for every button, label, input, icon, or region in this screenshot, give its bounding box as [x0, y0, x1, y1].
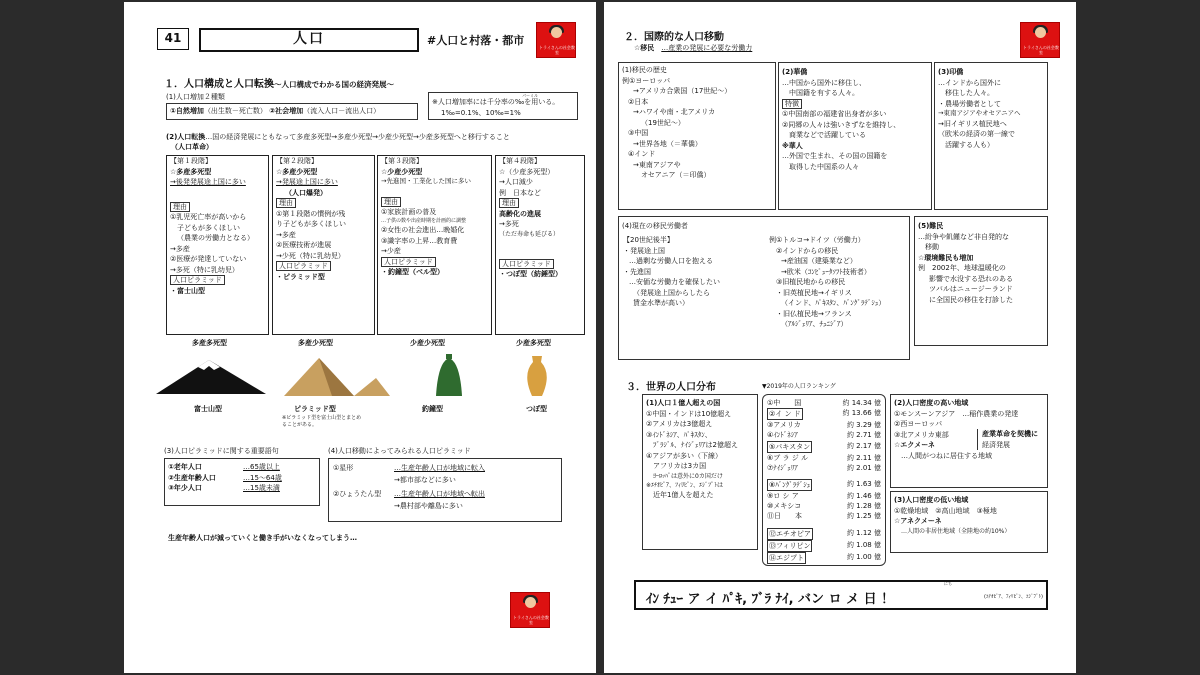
shape-name-pyramid: ピラミッド型	[294, 405, 336, 413]
refugee-box: (5)難民 …紛争や飢饉など非自発的な 移動 ☆環境難民も増加 例 2002年、地球温暖化の 影響で水没する恐れのある ツバルはニュージーランド に全国民の移住を打診した	[914, 216, 1048, 346]
ranking-row	[767, 398, 881, 408]
pyramid-icon	[284, 358, 390, 396]
hashtag: #人口と村落・都市	[427, 34, 525, 47]
section2-heading: ２．国際的な人口移動	[624, 32, 724, 43]
ranking-value: 約 1.12 億	[846, 528, 881, 537]
ranking-country: ④ｲﾝﾄﾞﾈｼｱ	[767, 431, 798, 440]
permil-note-box: パーミル ※人口増加率には千分率の‰を用いる。 1‰=0.1%、10‰=1%	[428, 92, 578, 120]
section3-heading: ３．世界の人口分布	[626, 382, 716, 393]
bell-icon	[436, 354, 462, 396]
ranking-row	[767, 420, 881, 430]
caption-stage-2: 多産少死型	[298, 339, 333, 347]
growth-types-box: ①自然増加（出生数－死亡数） ②社会増加（流入人口－流出人口）	[166, 103, 418, 120]
ranking-value: 約 1.28 億	[846, 502, 881, 511]
migration-pyramid-box: ①星形 …生産年齢人口が地域に転入 →都市部などに多い ②ひょうたん型 …生産年齢人口が地域へ転出 →農村部や離島に多い	[328, 458, 562, 522]
population-revolution: （人口革命）	[171, 143, 213, 151]
industrial-bracket: 産業革命を契機に 経済発展	[977, 429, 1038, 450]
ranking-country: ⑪日 本	[767, 512, 802, 521]
brand-logo-p2: トライさんの社会教室	[1020, 22, 1060, 58]
shape-name-urn: つぼ型	[526, 405, 547, 413]
ranking-value: 約 3.29 億	[846, 421, 881, 430]
footer-note: 生産年齢人口が減っていくと働き手がいなくなってしまう…	[168, 534, 357, 542]
ranking-row	[767, 441, 881, 453]
ranking-value: 約 1.25 億	[846, 512, 881, 521]
pyramid-note: ※ピラミッド型を富士山型とまとめることがある。	[282, 415, 362, 428]
transition-line: (2)人口転換…国の経済発展にともなって多産多死型→多産少死型→少産少死型→少産多死型へと移行すること	[166, 133, 510, 141]
ranking-country: ⑫エチオピア	[767, 528, 813, 540]
page-title: 人口	[199, 28, 419, 52]
ranking-caption: ▼2019年の人口ランキング	[762, 383, 836, 390]
ranking-row	[767, 540, 881, 552]
mt-fuji-icon	[156, 360, 266, 394]
ranking-country: ①中 国	[767, 399, 802, 407]
ranking-country: ③アメリカ	[767, 421, 801, 430]
inkyo-box: (3)印僑 …インドから国外に 移住した人々。 ・農場労働者として →東南アジアやオセアニアへ →旧イギリス植民地へ （欧米の経済の第一線で 活躍する人も）	[934, 62, 1048, 210]
urn-icon	[527, 356, 547, 396]
worksheet-page-2	[604, 2, 1076, 673]
current-migrants-box: (4)現在の移民労働者 【20世紀後半】 ・発展途上国 …過剰な労働人口を抱える ・先進国 …安価な労働力を確保したい （発展途上国からしたら 賃金水準が高い） 例①トルコ→ドイツ（労働力） ②インドからの移民 →産油国（建築業など） →欧米（ｺﾝﾋﾟｭｰﾀｿﾌﾄ技術者） ③旧植民地からの移民 ・旧英植民地→イギリス （インド、ﾊﾟｷｽﾀﾝ、ﾊﾞﾝｸﾞﾗﾃﾞｼｭ） ・旧仏植民地→フランス （ｱﾙｼﾞｪﾘｱ、ﾁｭﾆｼﾞｱ）	[618, 216, 910, 360]
stage-3-box: 【第３段階】 ☆少産少死型 →先進国・工業化した国に多い 理由 ①家族計画の普及 …子供の数や出産時期を計画的に調整 ②女性の社会進出…晩婚化 ③識字率の上昇…教育費 →少産 人口ピラミッド ・釣鐘型（ベル型）	[377, 155, 492, 335]
caption-stage-4: 少産多死型	[516, 339, 551, 347]
low-density-box: (3)人口密度の低い地域 ①乾燥地域 ②高山地域 ③極地 ☆アネクメーネ …人間の非居住地域（全陸地の約10%）	[890, 491, 1048, 553]
worksheet-page-1	[124, 2, 596, 673]
brand-logo: トライさんの社会教室	[536, 22, 576, 58]
ranking-country: ②イ ン ド	[767, 408, 803, 420]
ranking-row	[767, 511, 881, 521]
migration-pyramid-label: (4)人口移動によってみられる人口ピラミッド	[328, 447, 471, 455]
ranking-row	[767, 463, 881, 473]
ranking-country: ⑧ﾊﾞﾝｸﾞﾗﾃﾞｼｭ	[767, 479, 812, 491]
current-migrants-left: 【20世紀後半】 ・発展途上国 …過剰な労働人口を抱える ・先進国 …安価な労働力を確保したい （発展途上国からしたら 賃金水準が高い）	[623, 236, 720, 307]
ranking-value: 約 2.71 億	[846, 431, 881, 440]
migration-history-box: (1)移民の歴史 例①ヨーロッパ →アメリカ合衆国（17世紀～） ②日本 →ハワイや南・北アメリカ （19世紀～） ③中国 →世界各地（＝華僑） ④インド →東南アジアや オセアニア（＝印僑）	[618, 62, 776, 210]
terms-box: ①老年人口 ②生産年齢人口 ③年少人口 …65歳以上 …15～64歳 …15歳未満	[164, 458, 320, 506]
brand-logo-bottom: トライさんの社会教室	[510, 592, 550, 628]
ranking-value: 約 1.46 億	[846, 492, 881, 501]
ranking-row	[767, 491, 881, 501]
ranking-country: ⑤パキスタン	[767, 441, 812, 453]
mnemonic-text: ｲﾝ ﾁｭｰ ア イ ﾊﾟｷ, ﾌﾞﾗ ﾅｲ, バン ロ メ 日 ！	[646, 592, 895, 607]
growth-types-label: (1)人口増加２種類	[166, 93, 225, 101]
stage-2-box: 【第２段階】 ☆多産少死型 →発展途上国に多い （人口爆発） 理由 ①第１段階の慣例が残 り子どもが多くほしい →多産 ②医療技術が進展 →少死（特に乳幼児） 人口ピラミッド ・ピラミッド型	[272, 155, 375, 335]
mnemonic-note: (ｴﾁｵﾋﾟｱ、ﾌｨﾘﾋﾟﾝ、ｴｼﾞﾌﾟﾄ)	[984, 594, 1043, 600]
ranking-value: 約 1.08 億	[846, 540, 881, 549]
ranking-country: ⑭エジプト	[767, 552, 806, 564]
ranking-row	[767, 528, 881, 540]
ranking-row	[767, 552, 881, 564]
ranking-country: ⑥ブ ラ ジ ル	[767, 453, 808, 462]
section1-heading: １．人口構成と人口転換～人口構成でわかる国の経済発展～	[164, 79, 394, 90]
stage-1-box: 【第１段階】 ☆多産多死型 →後発発展途上国に多い 理由 ①乳児死亡率が高いから 子どもが多くほしい （農業の労働力となる） →多産 ②医療が発達していない →多死（特に乳幼児） 人口ピラミッド ・富士山型	[166, 155, 269, 335]
ranking-row	[767, 501, 881, 511]
ranking-row	[767, 430, 881, 440]
ranking-value: 約 14.34 億	[842, 399, 881, 407]
ranking-value: 約 2.11 億	[846, 453, 881, 462]
page-number: 41	[157, 28, 189, 50]
ranking-row	[767, 408, 881, 420]
caption-stage-3: 少産少死型	[410, 339, 445, 347]
shape-name-fuji: 富士山型	[194, 405, 222, 413]
ranking-value: 約 1.63 億	[846, 479, 881, 488]
kakyo-box: (2)華僑 …中国から国外に移住し、 中国籍を有する人々。 特徴 ①中国南部の福建省出身者が多い ②同郷の人々は強いきずなを維持し、 商業などで活躍している ※華人 …外国で生まれ、その国の国籍を 取得した中国系の人々	[778, 62, 932, 210]
high-density-box: (2)人口密度の高い地域 ①モンスーンアジア …稲作農業の発達 ②西ヨーロッパ ③北アメリカ東部 ☆エクメーネ …人間がつねに居住する地域 産業革命を契機に 経済発展	[890, 394, 1048, 488]
imin-definition: ☆移民 …産業の発展に必要な労働力	[634, 44, 753, 52]
ranking-row	[767, 453, 881, 463]
caption-stage-1: 多産多死型	[192, 339, 227, 347]
ranking-table	[762, 394, 886, 566]
shape-name-bell: 釣鐘型	[422, 405, 443, 413]
current-migrants-right: 例①トルコ→ドイツ（労働力） ②インドからの移民 →産油国（建築業など） →欧米（ｺﾝﾋﾟｭｰﾀｿﾌﾄ技術者） ③旧植民地からの移民 ・旧英植民地→イギリス （インド、ﾊﾟｷｽﾀﾝ、ﾊﾞﾝｸﾞﾗﾃﾞｼｭ） ・旧仏植民地→フランス （ｱﾙｼﾞｪﾘｱ、ﾁｭﾆｼﾞｱ）	[769, 236, 886, 328]
ranking-country: ⑨ロ シ ア	[767, 492, 799, 501]
ranking-value: 約 1.00 億	[846, 552, 881, 561]
ranking-value: 約 2.17 億	[846, 441, 881, 450]
ranking-row	[767, 479, 881, 491]
terms-label: (3)人口ピラミッドに関する重要語句	[164, 447, 279, 455]
mnemonic-box: にち ｲﾝ ﾁｭｰ ア イ ﾊﾟｷ, ﾌﾞﾗ ﾅｲ, バン ロ メ 日 ！ (ｴﾁｵﾋﾟｱ、ﾌｨﾘﾋﾟﾝ、ｴｼﾞﾌﾟﾄ)	[634, 580, 1048, 610]
stage-4-box: 【第４段階】 ☆（少産多死型） →人口減少 例 日本など 理由 高齢化の進展 →多死 （ただ寿命も延びる） 人口ピラミッド ・つぼ型（紡錘型）	[495, 155, 585, 335]
ranking-country: ⑦ﾅｲｼﾞｪﾘｱ	[767, 463, 798, 472]
over-100m-box: (1)人口１億人超えの国 ①中国・インドは10億超え ②アメリカは3億超え ③ｲﾝﾄﾞﾈｼｱ、ﾊﾟｷｽﾀﾝ、 ﾌﾞﾗｼﾞﾙ、ﾅｲｼﾞｪﾘｱは2億超え ④アジアが多い（下線） アフリカは3カ国 ﾖｰﾛｯﾊﾟは意外に0カ国だけ ※ｴﾁｵﾋﾟｱ、ﾌｨﾘﾋﾟﾝ、ｴｼﾞﾌﾟﾄは 近年1億人を超えた	[642, 394, 758, 550]
ranking-country: ⑩メキシコ	[767, 502, 802, 511]
ranking-value: 約 2.01 億	[846, 463, 881, 472]
ranking-value: 約 13.66 億	[842, 409, 881, 418]
ranking-country: ⑬フィリピン	[767, 540, 812, 552]
pyramid-illustrations	[154, 352, 584, 402]
